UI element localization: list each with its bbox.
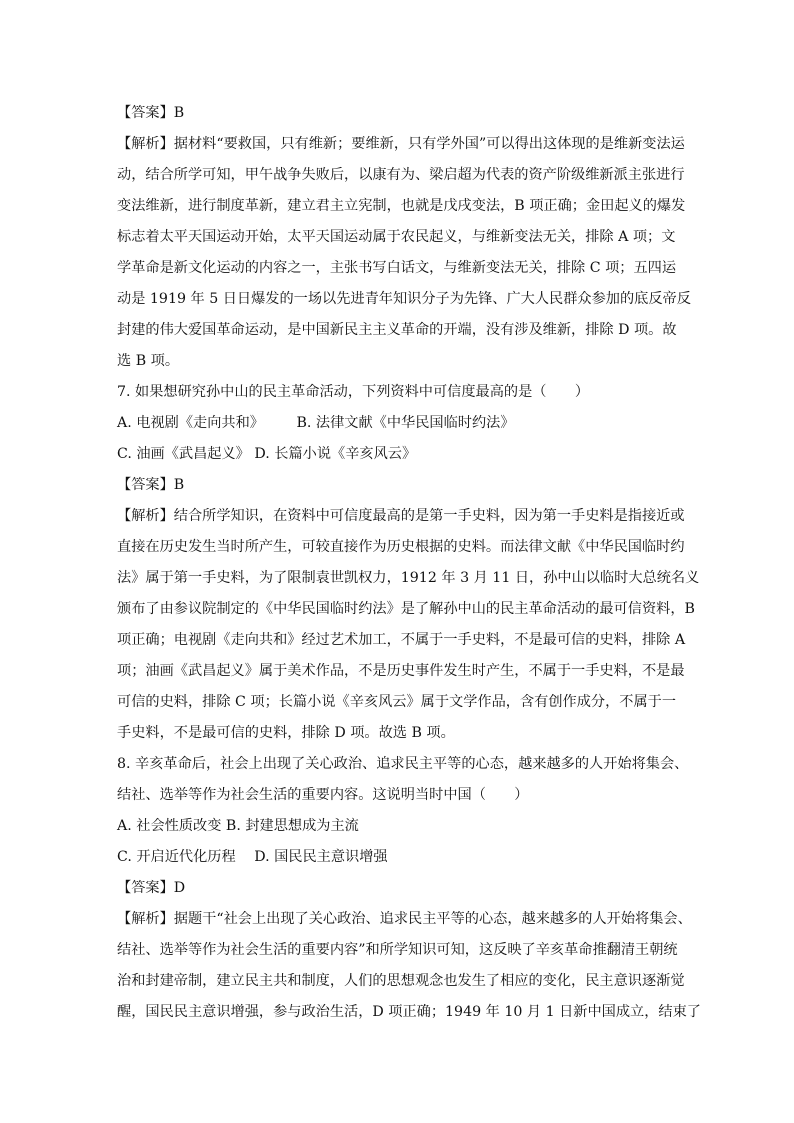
answer-label: 【答案】D <box>117 880 186 896</box>
analysis-line: 动，结合所学可知，甲午战争失败后，以康有为、梁启超为代表的资产阶级维新派主张进行 <box>117 167 685 183</box>
analysis-line: 项；油画《武昌起义》属于美术作品，不是历史事件发生时产生，不属于一手史料，不是最 <box>117 663 685 679</box>
option-row <box>117 439 679 470</box>
analysis-line: 项正确；电视剧《走向共和》经过艺术加工，不属于一手史料，不是最可信的史料，排除 A <box>117 632 686 648</box>
option-c: C. 油画《武昌起义》 <box>117 446 250 462</box>
question-line: 8. 辛亥革命后，社会上出现了关心政治、追求民主平等的心态，越来越多的人开始将集会、 <box>117 756 689 772</box>
analysis-line: 封建的伟大爱国革命运动，是中国新民主主义革命的开端，没有涉及维新，排除 D 项。故 <box>117 322 677 338</box>
option-a: A. 社会性质改变 <box>117 818 222 834</box>
analysis-line: 直接在历史发生当时所产生，可较直接作为历史根据的史料。而法律文献《中华民国临时约 <box>117 539 685 555</box>
analysis-paragraph <box>117 129 691 377</box>
answer-label: 【答案】B <box>117 477 185 493</box>
analysis-line: 治和封建帝制，建立民主共和制度，人们的思想观念也发生了相应的变化，民主意识逐渐觉 <box>117 973 685 989</box>
analysis-line: 变法维新，进行制度革新，建立君主立宪制，也就是戊戌变法，B 项正确；金田起义的爆发 <box>117 198 686 214</box>
option-c: C. 开启近代化历程 <box>117 849 236 865</box>
answer-label: 【答案】B <box>117 105 185 121</box>
analysis-line: 【解析】据题干“社会上出现了关心政治、追求民主平等的心态，越来越多的人开始将集会、 <box>117 911 692 927</box>
analysis-line: 醒，国民民主意识增强，参与政治生活，D 项正确；1949 年 10 月 1 日新中国成立，结束了 <box>117 1004 701 1020</box>
analysis-line: 颁布了由参议院制定的《中华民国临时约法》是了解孙中山的民主革命活动的最可信资料，B <box>117 601 695 617</box>
option-b: B. 法律文献《中华民国临时约法》 <box>296 415 515 431</box>
option-row <box>117 842 679 873</box>
analysis-line: 可信的史料，排除 C 项；长篇小说《辛亥风云》属于文学作品，含有创作成分，不属于一 <box>117 694 677 710</box>
analysis-paragraph <box>117 501 700 749</box>
analysis-line: 选 B 项。 <box>117 353 180 369</box>
analysis-line: 动是 1919 年 5 日日爆发的一场以先进青年知识分子为先锋、广大人民群众参加的底反帝反 <box>117 291 691 307</box>
analysis-line: 手史料，不是最可信的史料，排除 D 项。故选 B 项。 <box>117 725 455 741</box>
option-row <box>117 408 679 439</box>
question-8-stem <box>117 749 689 811</box>
analysis-line: 标志着太平天国运动开始，太平天国运动属于农民起义，与维新变法无关，排除 A 项；文 <box>117 229 676 245</box>
analysis-line: 学革命是新文化运动的内容之一，主张书写白话文，与维新变法无关，排除 C 项；五四运 <box>117 260 677 276</box>
question-line: 结社、选举等作为社会生活的重要内容。这说明当时中国（ ） <box>117 787 529 803</box>
document-content <box>117 98 701 1028</box>
option-a: A. 电视剧《走向共和》 <box>117 415 264 431</box>
option-d: D. 国民民主意识增强 <box>254 849 388 865</box>
analysis-paragraph <box>117 904 701 1028</box>
analysis-line: 【解析】结合所学知识，在资料中可信度最高的是第一手史料，因为第一手史料是指接近或 <box>117 508 685 524</box>
analysis-line: 法》属于第一手史料，为了限制袁世凯权力，1912 年 3 月 11 日，孙中山以临时大总统名义 <box>117 570 700 586</box>
option-d: D. 长篇小说《辛亥风云》 <box>254 446 417 462</box>
option-row <box>117 811 679 842</box>
analysis-line: 结社、选举等作为社会生活的重要内容”和所学知识可知，这反映了辛亥革命推翻清王朝统 <box>117 942 678 958</box>
option-b: B. 封建思想成为主流 <box>225 818 359 834</box>
question-7-stem: 7. 如果想研究孙中山的民主革命活动，下列资料中可信度最高的是（ ） <box>117 384 590 400</box>
analysis-line: 【解析】据材料“要救国，只有维新；要维新，只有学外国”可以得出这体现的是维新变法运 <box>117 136 685 152</box>
